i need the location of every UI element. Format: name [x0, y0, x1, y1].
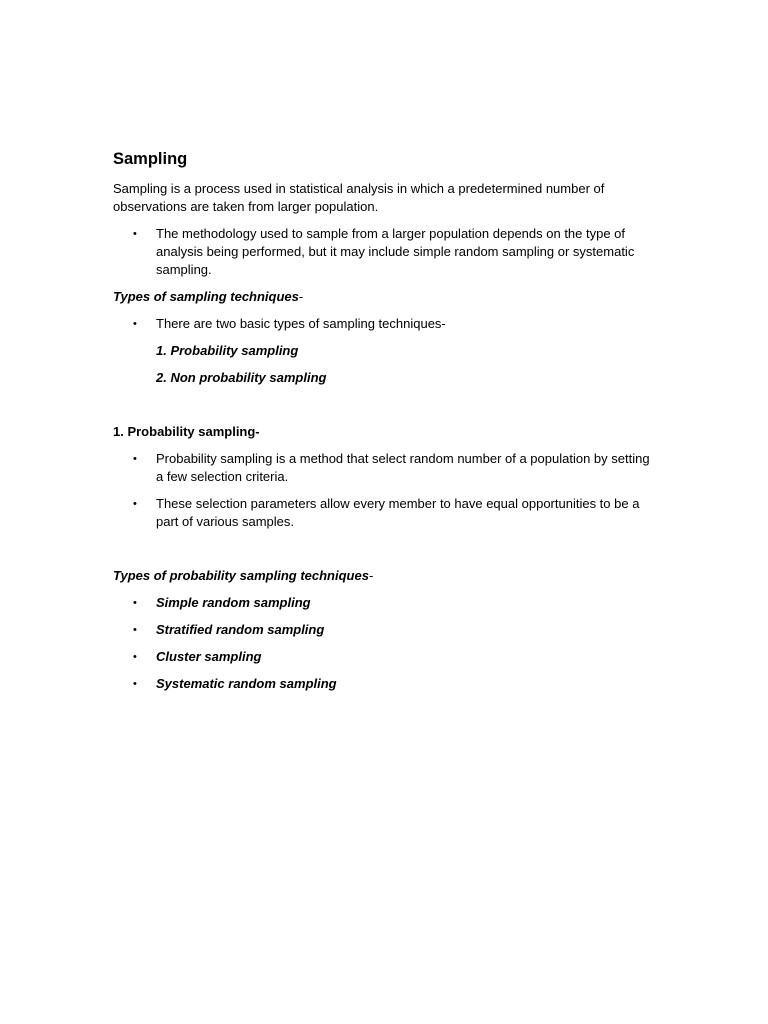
types-list-item-probability: 1. Probability sampling — [156, 343, 299, 358]
list-item-text: Stratified random sampling — [156, 622, 325, 637]
section-spacer — [113, 396, 658, 423]
list-item — [113, 495, 658, 531]
list-item-text: There are two basic types of sampling techniques- — [156, 316, 446, 331]
bullet-icon: • — [133, 678, 137, 690]
probability-sampling-heading: 1. Probability sampling- — [113, 424, 260, 439]
probability-types-bullet-list — [113, 594, 658, 693]
bullet-icon: • — [133, 597, 137, 609]
list-item — [113, 450, 658, 486]
types-heading-text: Types of sampling techniques — [113, 289, 299, 304]
bullet-icon: • — [133, 498, 137, 510]
list-item-text: Simple random sampling — [156, 595, 311, 610]
list-item-text: Cluster sampling — [156, 649, 262, 664]
list-item — [113, 594, 658, 612]
intro-bullet-list — [113, 225, 658, 279]
list-item-text: Systematic random sampling — [156, 676, 337, 691]
bullet-icon: • — [133, 453, 137, 465]
types-heading — [113, 288, 658, 306]
probability-types-heading — [113, 567, 658, 585]
list-item — [113, 315, 658, 333]
bullet-icon: • — [133, 624, 137, 636]
intro-paragraph: Sampling is a process used in statistical analysis in which a predetermined number of observations are taken from larger population. — [113, 181, 605, 214]
list-item-text: Probability sampling is a method that select random number of a population by setting a few selection criteria. — [156, 451, 650, 484]
list-item — [113, 675, 658, 693]
probability-types-heading-text: Types of probability sampling techniques — [113, 568, 369, 583]
list-item-text: These selection parameters allow every member to have equal opportunities to be a part of various samples. — [156, 496, 640, 529]
document-page — [113, 148, 658, 702]
probability-bullet-list — [113, 450, 658, 531]
types-bullet-list — [113, 315, 658, 333]
bullet-icon: • — [133, 318, 137, 330]
bullet-icon: • — [133, 651, 137, 663]
list-item — [113, 648, 658, 666]
probability-types-heading-suffix: - — [368, 568, 374, 583]
types-list-item-non-probability: 2. Non probability sampling — [156, 370, 327, 385]
types-heading-suffix: - — [298, 289, 304, 304]
list-item-text: The methodology used to sample from a larger population depends on the type of analysis being performed, but it may include simple random sampling or systematic sampling. — [156, 226, 635, 277]
list-item — [113, 225, 658, 279]
list-item — [113, 621, 658, 639]
section-spacer — [113, 540, 658, 567]
bullet-icon: • — [133, 228, 137, 240]
document-title: Sampling — [113, 150, 188, 168]
